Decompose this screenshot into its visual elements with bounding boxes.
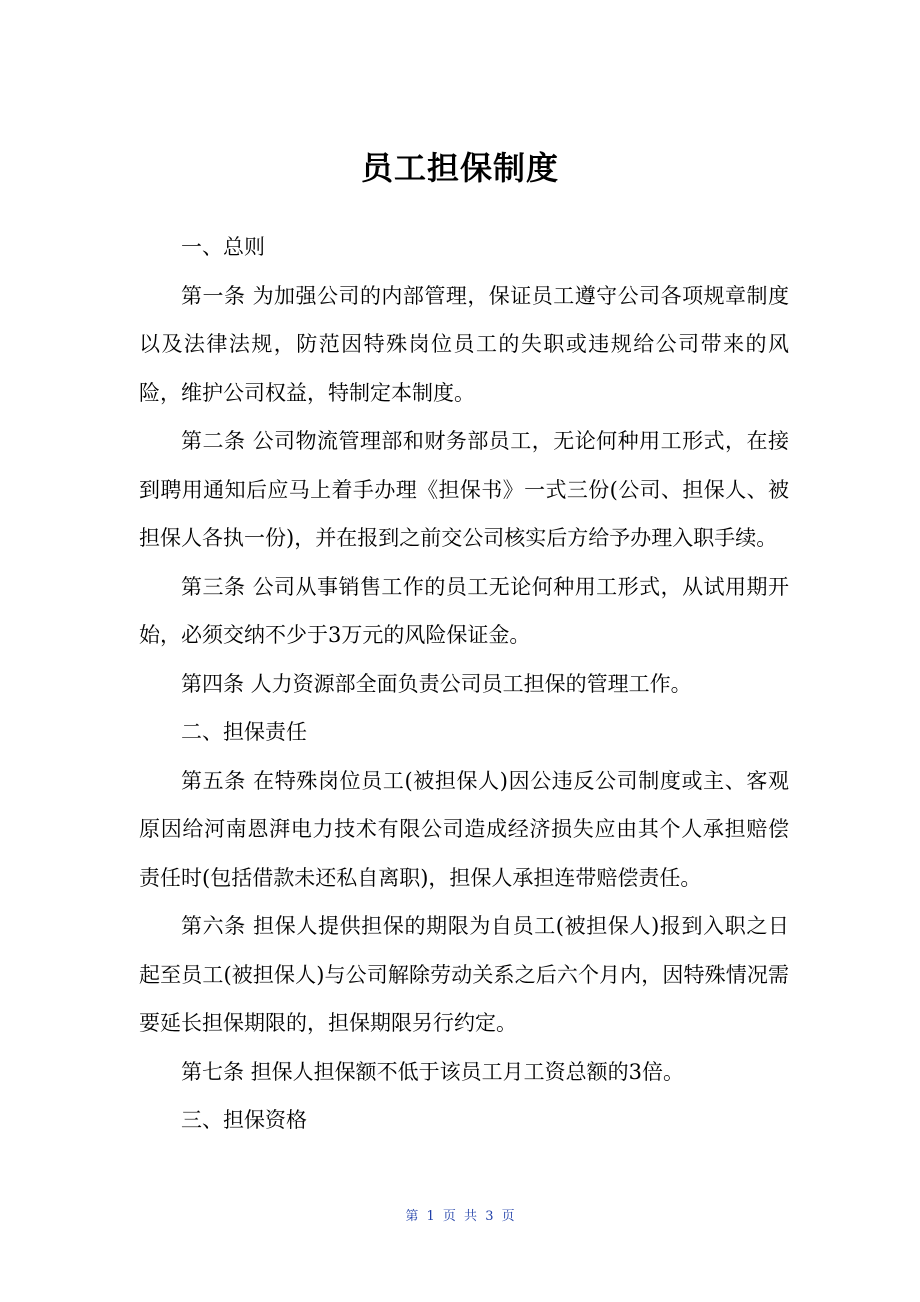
article-1: 第一条 为加强公司的内部管理，保证员工遵守公司各项规章制度以及法律法规，防范因特殊岗位员工的失职或违规给公司带来的风险，维护公司权益，特制定本制度。 [139, 283, 789, 405]
page-footer: 第 1 页 共 3 页 [405, 1209, 515, 1224]
article-5: 第五条 在特殊岗位员工(被担保人)因公违反公司制度或主、客观原因给河南恩湃电力技术有限公司造成经济损失应由其个人承担赔偿责任时(包括借款未还私自离职)，担保人承担连带赔偿责任。 [139, 768, 789, 890]
document-body [139, 223, 789, 1145]
article-3: 第三条 公司从事销售工作的员工无论何种用工形式，从试用期开始，必须交纳不少于3万元的风险保证金。 [139, 574, 789, 647]
document-title: 员工担保制度 [360, 149, 559, 187]
section-heading-qualification: 三、担保资格 [181, 1108, 307, 1132]
section-heading-responsibility: 二、担保责任 [181, 720, 307, 744]
section-heading-general: 一、总则 [181, 235, 265, 259]
article-2: 第二条 公司物流管理部和财务部员工，无论何种用工形式，在接到聘用通知后应马上着手办理《担保书》一式三份(公司、担保人、被担保人各执一份)，并在报到之前交公司核实后方给予办理入职手续。 [139, 429, 789, 550]
article-6: 第六条 担保人提供担保的期限为自员工(被担保人)报到入职之日起至员工(被担保人)与公司解除劳动关系之后六个月内，因特殊情况需要延长担保期限的，担保期限另行约定。 [139, 914, 789, 1035]
article-4: 第四条 人力资源部全面负责公司员工担保的管理工作。 [181, 671, 692, 696]
article-7: 第七条 担保人担保额不低于该员工月工资总额的3倍。 [181, 1059, 685, 1084]
